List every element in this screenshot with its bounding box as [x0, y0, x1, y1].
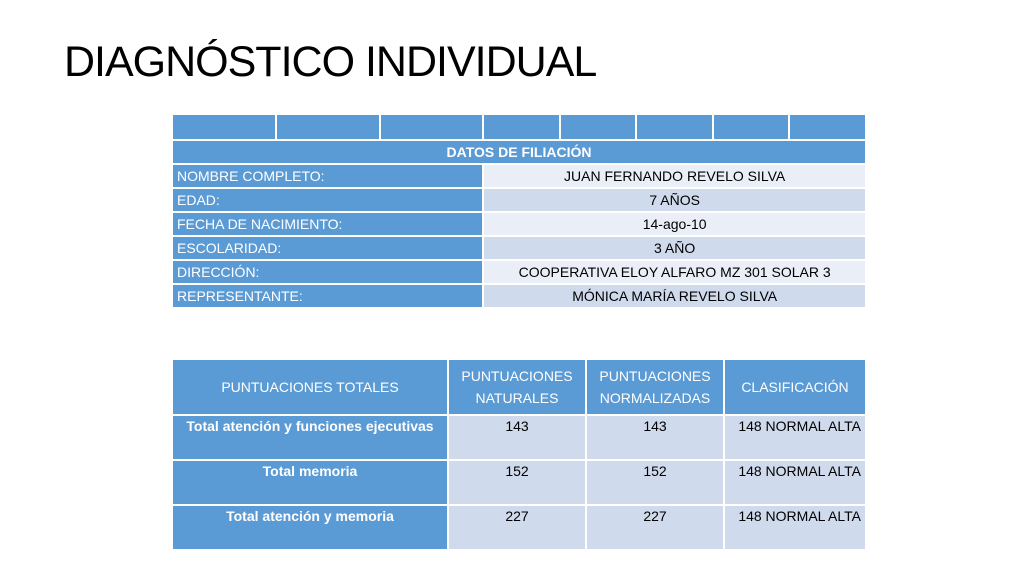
row-name: Total atención y memoria	[172, 505, 448, 550]
datos-filiacion-table	[171, 113, 867, 309]
table-row	[172, 505, 866, 550]
classification: 148 NORMAL ALTA	[724, 415, 866, 460]
table-row	[172, 188, 866, 212]
page-title: DIAGNÓSTICO INDIVIDUAL	[64, 38, 597, 86]
row-label: EDAD:	[172, 188, 483, 212]
row-label: REPRESENTANTE:	[172, 284, 483, 308]
row-name: Total atención y funciones ejecutivas	[172, 415, 448, 460]
blank-header-row	[172, 114, 866, 140]
table-row	[172, 284, 866, 308]
natural-score: 143	[448, 415, 586, 460]
row-name: Total memoria	[172, 460, 448, 505]
classification: 148 NORMAL ALTA	[724, 460, 866, 505]
table-row	[172, 236, 866, 260]
classification: 148 NORMAL ALTA	[724, 505, 866, 550]
blank-cell	[560, 114, 637, 140]
column-header: CLASIFICACIÓN	[724, 359, 866, 415]
column-header: PUNTUACIONES NATURALES	[448, 359, 586, 415]
row-value: JUAN FERNANDO REVELO SILVA	[483, 164, 866, 188]
section-header-row	[172, 140, 866, 164]
row-value: 14-ago-10	[483, 212, 866, 236]
table-row	[172, 415, 866, 460]
normalized-score: 143	[586, 415, 724, 460]
column-header: PUNTUACIONES NORMALIZADAS	[586, 359, 724, 415]
blank-cell	[172, 114, 276, 140]
row-value: COOPERATIVA ELOY ALFARO MZ 301 SOLAR 3	[483, 260, 866, 284]
blank-cell	[276, 114, 380, 140]
row-value: 7 AÑOS	[483, 188, 866, 212]
blank-cell	[789, 114, 866, 140]
row-label: FECHA DE NACIMIENTO:	[172, 212, 483, 236]
natural-score: 152	[448, 460, 586, 505]
blank-cell	[713, 114, 790, 140]
row-label: DIRECCIÓN:	[172, 260, 483, 284]
table-row	[172, 460, 866, 505]
blank-cell	[380, 114, 484, 140]
table-row	[172, 212, 866, 236]
row-label: NOMBRE COMPLETO:	[172, 164, 483, 188]
row-label: ESCOLARIDAD:	[172, 236, 483, 260]
blank-cell	[483, 114, 560, 140]
row-value: 3 AÑO	[483, 236, 866, 260]
table-row	[172, 164, 866, 188]
blank-cell	[636, 114, 713, 140]
puntuaciones-table	[171, 358, 867, 551]
natural-score: 227	[448, 505, 586, 550]
row-value: MÓNICA MARÍA REVELO SILVA	[483, 284, 866, 308]
header-row	[172, 359, 866, 415]
normalized-score: 227	[586, 505, 724, 550]
column-header: PUNTUACIONES TOTALES	[172, 359, 448, 415]
section-title: DATOS DE FILIACIÓN	[172, 140, 866, 164]
table-row	[172, 260, 866, 284]
normalized-score: 152	[586, 460, 724, 505]
